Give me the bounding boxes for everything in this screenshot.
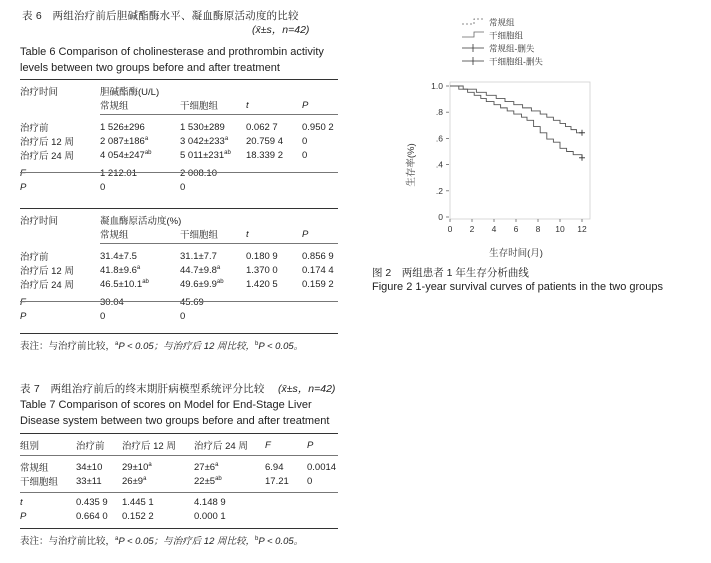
cell: 0	[302, 135, 308, 147]
superscript: b	[255, 536, 259, 542]
table-row	[20, 460, 339, 474]
superscript: ab	[216, 278, 224, 285]
cell: 0.0014	[307, 461, 337, 473]
cell-value: 27±6	[194, 461, 216, 473]
y-axis-label: 生存率(%)	[406, 143, 417, 187]
table7-note	[20, 533, 303, 547]
row-label: P	[20, 310, 27, 322]
legend-label: 干细胞组-删失	[489, 56, 543, 67]
x-tick-label: 12	[577, 224, 587, 234]
cell	[180, 263, 246, 277]
column-header: t	[246, 228, 249, 240]
table6-stat-label: (x̄±s，n=42)	[252, 24, 310, 36]
cell: 1 212.01	[100, 168, 137, 180]
column-header: 干细胞组	[180, 101, 219, 112]
stat-row	[20, 496, 339, 510]
cell-value: 22±5	[194, 475, 216, 487]
superscript: a	[224, 135, 229, 142]
table7-title-en-2: Disease system between two groups before and after treatment	[20, 415, 330, 427]
note-text: 表注：与治疗前比较，	[20, 341, 116, 352]
note-text: P < 0.05。	[258, 341, 304, 352]
cell-value: 46.5±10.1	[100, 278, 143, 290]
x-axis-label: 生存时间(月)	[489, 248, 543, 259]
figure2-caption-en: Figure 2 1-year survival curves of patients in the two groups	[372, 281, 664, 293]
cell-value: 5 011±231	[180, 149, 225, 161]
row-header: 治疗时间	[20, 87, 59, 98]
table-row	[20, 263, 338, 277]
cell: 1 530±289	[180, 121, 225, 133]
column-header: 常规组	[100, 230, 129, 241]
group-header: 凝血酶原活动度(%)	[100, 216, 182, 227]
column-header: P	[302, 228, 309, 240]
superscript: a	[215, 461, 219, 468]
cell-value: 49.6±9.9	[180, 278, 217, 290]
table6-note	[20, 338, 303, 352]
table6-bottom-rule	[20, 333, 338, 334]
cell	[122, 460, 194, 474]
row-label: 治疗前	[20, 123, 49, 134]
x-tick-label: 2	[469, 224, 475, 234]
stat-row	[20, 310, 338, 324]
superscript: a	[115, 341, 119, 347]
cell: 0.000 1	[194, 510, 226, 522]
column-header: 治疗前	[76, 441, 105, 452]
column-header: 干细胞组	[180, 230, 219, 241]
legend-label: 常规组-删失	[489, 43, 535, 54]
cell	[122, 474, 194, 488]
superscript: ab	[215, 475, 222, 482]
cell: 0.152 2	[122, 510, 154, 522]
x-tick-label: 6	[513, 224, 519, 234]
stat-row	[20, 296, 338, 310]
table6-section1	[20, 84, 338, 194]
row-label: 治疗后 24 周	[20, 280, 74, 291]
superscript: a	[143, 475, 147, 482]
cell: 0	[302, 149, 308, 161]
survival-line	[450, 86, 582, 133]
row-label: 治疗后 12 周	[20, 137, 74, 148]
cell: 1.420 5	[246, 278, 278, 290]
plot-frame	[450, 82, 590, 219]
table7-divider	[20, 492, 338, 493]
cell-value: 2 087±186	[100, 135, 145, 147]
table6-header-rule-2	[100, 243, 338, 244]
row-label: F	[20, 168, 26, 180]
table6-title-en-1: Table 6 Comparison of cholinesterase and prothrombin activity	[20, 46, 324, 58]
superscript: ab	[224, 149, 231, 156]
cell: 0	[180, 310, 186, 322]
cell	[180, 134, 246, 148]
row-label: P	[20, 181, 27, 193]
table6-top-rule	[20, 79, 338, 80]
table-header-row	[20, 84, 338, 98]
cell: 33±11	[76, 475, 102, 487]
cell: 1.370 0	[246, 264, 278, 276]
table-column-row	[20, 98, 338, 112]
superscript: ab	[142, 278, 149, 285]
cell: 2 008.10	[180, 168, 217, 180]
cell: 0.180 9	[246, 250, 278, 262]
x-tick-label: 10	[555, 224, 565, 234]
cell	[100, 148, 180, 162]
cell: 1.445 1	[122, 497, 154, 509]
cell: 0.950 2	[302, 121, 334, 133]
table-row	[20, 277, 338, 291]
cell: 0.664 0	[76, 510, 108, 522]
cell	[100, 277, 180, 291]
superscript: a	[148, 461, 152, 468]
cell	[194, 474, 265, 488]
cell: 0	[180, 181, 186, 193]
row-label: 干细胞组	[20, 477, 59, 488]
row-label: P	[20, 510, 27, 522]
cell: 0	[100, 310, 106, 322]
note-text: P < 0.05；与治疗后 12 周比较，	[118, 341, 256, 352]
cell-value: 29±10	[122, 461, 149, 473]
y-tick-label: 1.0	[431, 81, 443, 91]
table-header-row	[20, 213, 338, 227]
cell: 6.94	[265, 461, 284, 473]
cell: 20.759 4	[246, 135, 283, 147]
superscript: a	[216, 264, 221, 271]
group-header: 胆碱酯酶(U/L)	[100, 87, 160, 98]
cell-value: 44.7±9.8	[180, 264, 217, 276]
table7-stat-label: (x̄±s，n=42)	[278, 383, 336, 395]
row-label: 常规组	[20, 463, 49, 474]
row-label: 治疗后 12 周	[20, 266, 74, 277]
x-tick-label: 8	[535, 224, 541, 234]
figure2-caption-cn: 图 2 两组患者 1 年生存分析曲线	[372, 267, 529, 279]
cell-value: 3 042±233	[180, 135, 225, 147]
row-label: 治疗前	[20, 252, 49, 263]
note-text: 表注：与治疗前比较，	[20, 536, 116, 547]
cell: 4.148 9	[194, 497, 226, 509]
column-header: P	[307, 439, 314, 451]
x-tick-label: 4	[491, 224, 497, 234]
note-text: P < 0.05。	[258, 536, 304, 547]
table6-header-rule	[100, 114, 338, 115]
table7-bottom-rule	[20, 528, 338, 529]
column-header: P	[302, 99, 309, 111]
table7	[20, 438, 339, 523]
legend-label: 干细胞组	[489, 30, 524, 41]
cell: 1 526±296	[100, 121, 145, 133]
cell: 31.4±7.5	[100, 250, 137, 262]
table-row	[20, 249, 338, 263]
y-tick-label: .6	[435, 133, 443, 144]
cell: 34±10	[76, 461, 103, 473]
superscript: a	[144, 135, 149, 142]
row-label: t	[20, 497, 23, 509]
cell: 0.174 4	[302, 264, 334, 276]
cell: 31.1±7.7	[180, 250, 217, 262]
cell	[100, 263, 180, 277]
cell	[194, 460, 265, 474]
note-text: P < 0.05；与治疗后 12 周比较，	[118, 536, 256, 547]
row-label: 治疗后 24 周	[20, 151, 74, 162]
table-row	[20, 120, 338, 134]
cell	[180, 148, 246, 162]
cell	[180, 277, 246, 291]
cell: 30.04	[100, 297, 124, 309]
table-row	[20, 474, 339, 488]
cell: 0	[100, 181, 106, 193]
y-tick-label: 0	[438, 212, 443, 222]
superscript: b	[255, 341, 259, 347]
table-row	[20, 134, 338, 148]
chart-legend	[462, 18, 543, 67]
superscript: a	[115, 536, 119, 542]
table7-top-rule	[20, 433, 338, 434]
legend-swatch	[462, 19, 484, 24]
row-header: 治疗时间	[20, 216, 59, 227]
cell	[100, 134, 180, 148]
x-tick-label: 0	[447, 224, 453, 234]
column-header: t	[246, 99, 249, 111]
cell-value: 41.8±9.6	[100, 264, 137, 276]
cell: 0.435 9	[76, 497, 108, 509]
cell: 0	[307, 475, 313, 487]
cell-value: 4 054±247	[100, 149, 145, 161]
stat-row	[20, 181, 338, 195]
column-header: F	[265, 439, 271, 451]
table7-header-rule	[20, 455, 338, 456]
legend-label: 常规组	[489, 17, 515, 28]
table6-title-cn: 表 6 两组治疗前后胆碱酯酶水平、凝血酶原活动度的比较	[22, 10, 299, 22]
cell: 17.21	[265, 475, 289, 487]
table6-section2-divider	[20, 301, 338, 302]
survival-chart	[400, 10, 610, 260]
survival-line	[450, 86, 582, 158]
table-column-row	[20, 227, 338, 241]
y-tick-label: .8	[435, 107, 443, 118]
column-header: 组别	[20, 441, 40, 452]
column-header: 治疗后 24 周	[194, 441, 248, 452]
cell-value: 26±9	[122, 475, 144, 487]
table6-section1-divider	[20, 172, 338, 173]
column-header: 常规组	[100, 101, 129, 112]
table-row	[20, 148, 338, 162]
superscript: ab	[144, 149, 152, 156]
table-column-row	[20, 438, 339, 452]
table6-section2	[20, 213, 338, 323]
stat-row	[20, 510, 339, 524]
table6-title-en-2: levels between two groups before and after treatment	[20, 62, 280, 74]
cell: 0.856 9	[302, 250, 334, 262]
cell: 18.339 2	[246, 149, 283, 161]
row-label: F	[20, 297, 26, 309]
chart-plot	[450, 86, 585, 161]
legend-swatch	[462, 32, 484, 37]
table6-section-rule	[20, 208, 338, 209]
chart-axes	[431, 81, 590, 234]
cell: 0.159 2	[302, 278, 334, 290]
column-header: 治疗后 12 周	[122, 441, 176, 452]
superscript: a	[136, 264, 141, 271]
y-tick-label: .4	[435, 159, 443, 170]
cell: 45.69	[180, 297, 204, 309]
cell: 0.062 7	[246, 121, 278, 133]
stat-row	[20, 167, 338, 181]
table7-title-cn: 表 7 两组治疗前后的终末期肝病模型系统评分比较	[20, 383, 265, 395]
table7-title-en-1: Table 7 Comparison of scores on Model for End-Stage Liver	[20, 399, 312, 411]
y-tick-label: .2	[435, 185, 443, 196]
